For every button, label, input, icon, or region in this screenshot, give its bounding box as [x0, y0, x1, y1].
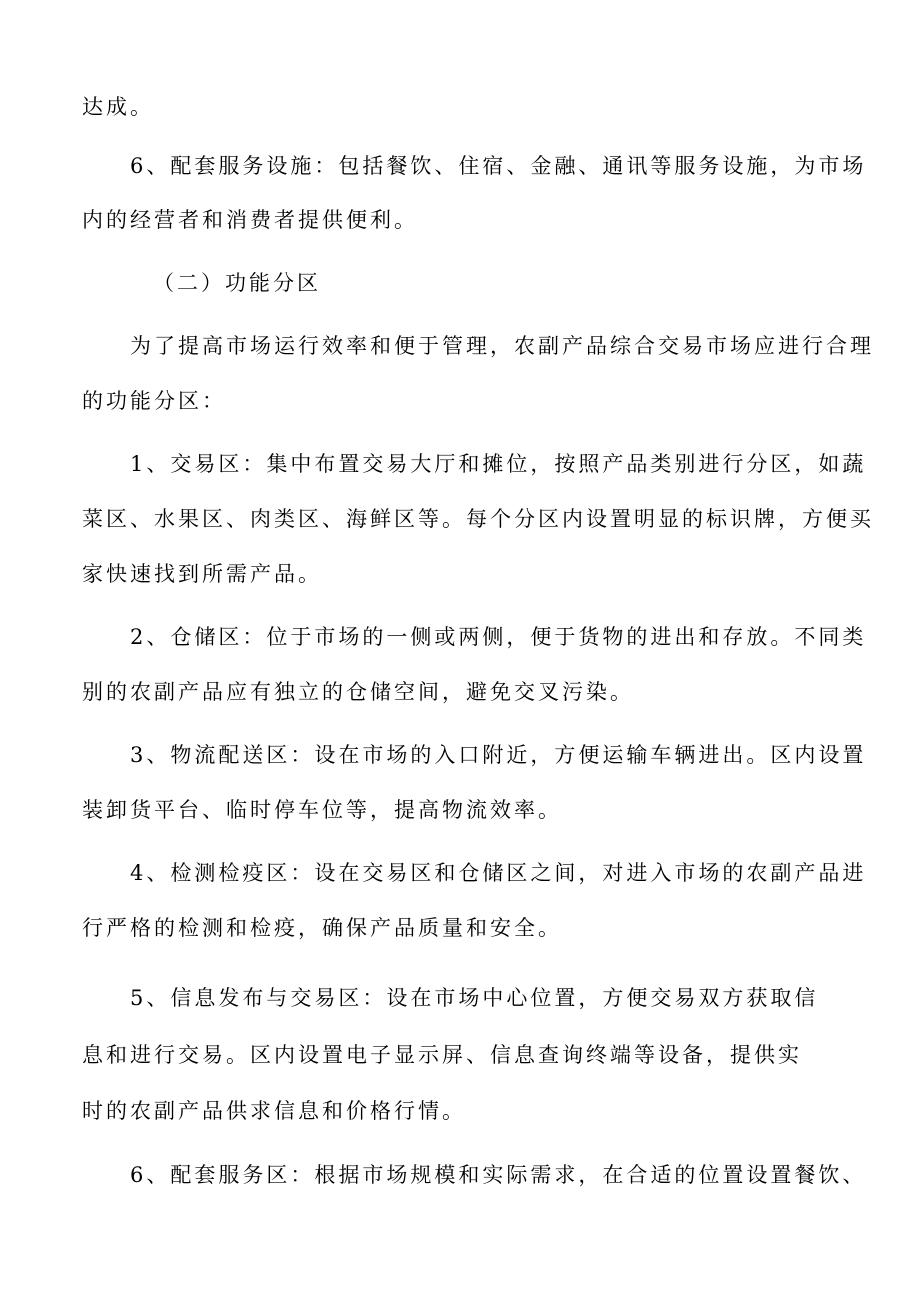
paragraph-line: 达成。 — [82, 95, 154, 119]
paragraph-line: 6、配套服务区：根据市场规模和实际需求，在合适的位置设置餐饮、 — [130, 1163, 867, 1187]
paragraph-line: 时的农副产品供求信息和价格行情。 — [82, 1099, 466, 1123]
paragraph-line: 别的农副产品应有独立的仓储空间，避免交叉污染。 — [82, 680, 634, 704]
section-heading: （二）功能分区 — [153, 271, 321, 295]
paragraph-line: 2、仓储区：位于市场的一侧或两侧，便于货物的进出和存放。不同类 — [130, 625, 867, 649]
paragraph-line: 内的经营者和消费者提供便利。 — [82, 208, 418, 232]
paragraph-line: 息和进行交易。区内设置电子显示屏、信息查询终端等设备，提供实 — [82, 1043, 802, 1067]
paragraph-line: 家快速找到所需产品。 — [82, 562, 322, 586]
paragraph-line: 为了提高市场运行效率和便于管理，农副产品综合交易市场应进行合理 — [130, 334, 874, 358]
paragraph-line: 5、信息发布与交易区：设在市场中心位置，方便交易双方获取信 — [130, 986, 819, 1010]
paragraph-line: 3、物流配送区：设在市场的入口附近，方便运输车辆进出。区内设置 — [130, 743, 867, 767]
paragraph-line: 6、配套服务设施：包括餐饮、住宿、金融、通讯等服务设施，为市场 — [130, 154, 867, 178]
paragraph-line: 的功能分区： — [82, 389, 226, 413]
paragraph-line: 菜区、水果区、肉类区、海鲜区等。每个分区内设置明显的标识牌，方便买 — [82, 507, 874, 531]
paragraph-line: 4、检测检疫区：设在交易区和仓储区之间，对进入市场的农副产品进 — [130, 861, 867, 885]
paragraph-line: 1、交易区：集中布置交易大厅和摊位，按照产品类别进行分区，如蔬 — [130, 452, 867, 476]
paragraph-line: 行严格的检测和检疫，确保产品质量和安全。 — [82, 916, 562, 940]
paragraph-line: 装卸货平台、临时停车位等，提高物流效率。 — [82, 798, 562, 822]
